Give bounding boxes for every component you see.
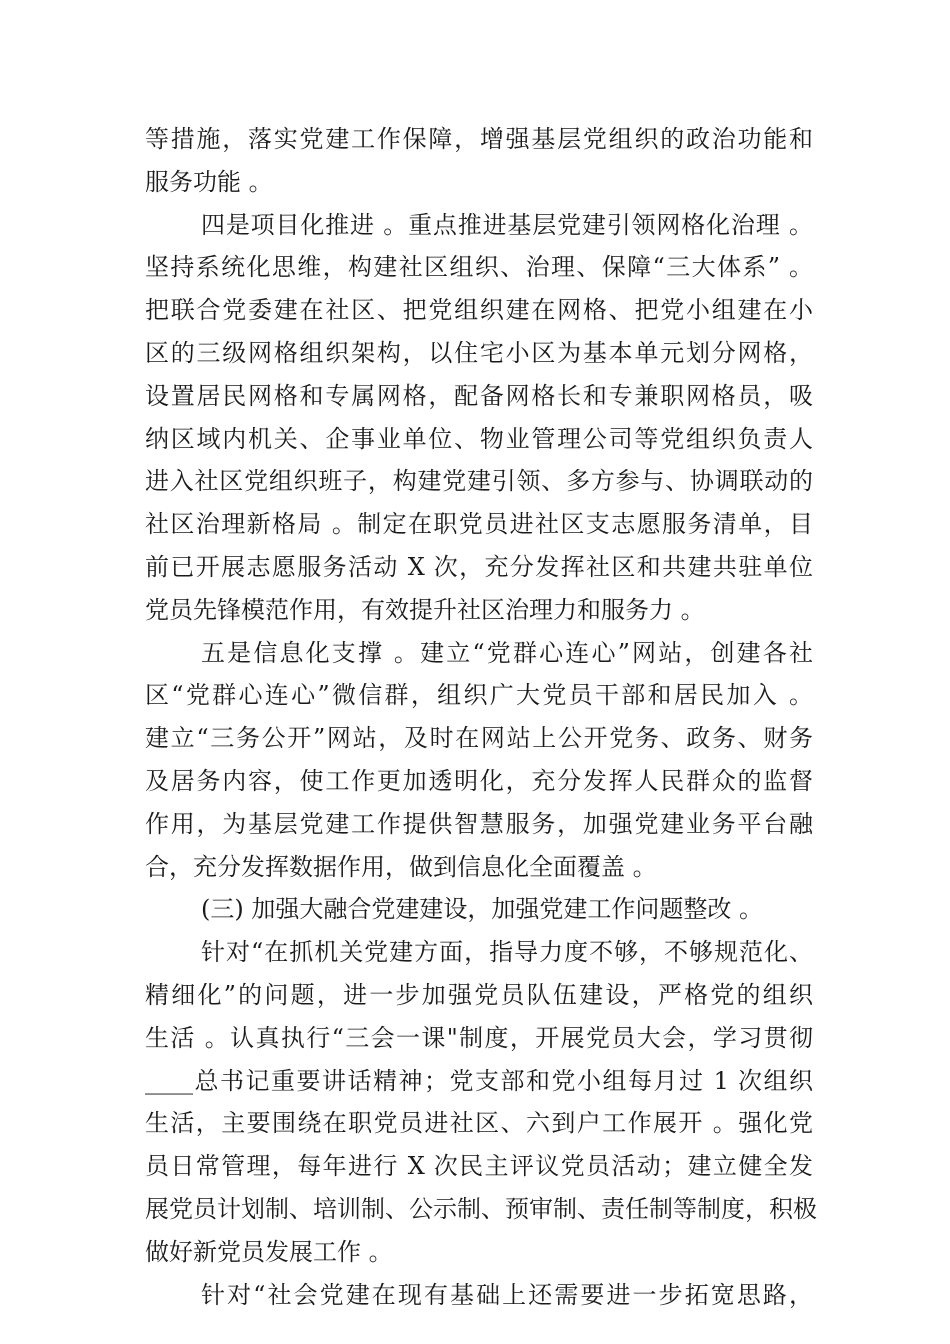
text-line: 针对“社会党建在现有基础上还需要进一步拓宽思路， xyxy=(201,1280,813,1309)
text-line: 区“党群心连心”微信群，组织广大党员干部和居民加入 。 xyxy=(145,681,813,710)
text-line: 五是信息化支撑 。建立“党群心连心”网站，创建各社 xyxy=(201,638,813,667)
text-line: 四是项目化推进 。重点推进基层党建引领网格化治理 。 xyxy=(201,210,813,239)
text-line: 党员先锋模范作用，有效提升社区治理力和服务力 。 xyxy=(145,595,705,624)
text-line: 社区治理新格局 。制定在职党员进社区支志愿服务清单，目 xyxy=(145,510,813,539)
text-line: 进入社区党组织班子，构建党建引领、多方参与、协调联动的 xyxy=(145,467,813,496)
text-line: 合，充分发挥数据作用，做到信息化全面覆盖 。 xyxy=(145,852,657,881)
text-line: 及居务内容，使工作更加透明化，充分发挥人民群众的监督 xyxy=(145,766,813,795)
text-line: 作用，为基层党建工作提供智慧服务，加强党建业务平台融 xyxy=(145,809,813,838)
text-line: 展党员计划制、培训制、公示制、预审制、责任制等制度，积极 xyxy=(145,1194,817,1223)
text-line: 区的三级网格组织架构，以住宅小区为基本单元划分网格， xyxy=(145,338,813,367)
text-line: 设置居民网格和专属网格，配备网格长和专兼职网格员，吸 xyxy=(145,381,813,410)
text-line: 生活 。认真执行“三会一课"制度，开展党员大会，学习贯彻 xyxy=(145,1023,813,1052)
text-line: 坚持系统化思维，构建社区组织、治理、保障“三大体系” 。 xyxy=(145,253,813,282)
text-line: 前已开展志愿服务活动 X 次，充分发挥社区和共建共驻单位 xyxy=(145,552,813,581)
text-line: 精细化”的问题，进一步加强党员队伍建设，严格党的组织 xyxy=(145,980,813,1009)
text-line: 把联合党委建在社区、把党组织建在网格、把党小组建在小 xyxy=(145,296,813,325)
text-line: 建立“三务公开”网站，及时在网站上公开党务、政务、财务 xyxy=(145,724,813,753)
text-line: (三) 加强大融合党建建设，加强党建工作问题整改 。 xyxy=(201,895,763,924)
text-line: 纳区域内机关、企事业单位、物业管理公司等党组织负责人 xyxy=(145,424,813,453)
text-line: ____总书记重要讲话精神；党支部和党小组每月过 1 次组织 xyxy=(145,1066,813,1095)
text-line: 等措施，落实党建工作保障，增强基层党组织的政治功能和 xyxy=(145,125,813,153)
text-line: 服务功能 。 xyxy=(145,167,273,196)
text-line: 做好新党员发展工作 。 xyxy=(145,1237,393,1266)
text-line: 针对“在抓机关党建方面，指导力度不够，不够规范化、 xyxy=(201,938,813,967)
document-page xyxy=(145,118,817,1316)
text-line: 生活，主要围绕在职党员进社区、六到户工作展开 。强化党 xyxy=(145,1109,813,1138)
text-line: 员日常管理，每年进行 X 次民主评议党员活动；建立健全发 xyxy=(145,1152,813,1181)
